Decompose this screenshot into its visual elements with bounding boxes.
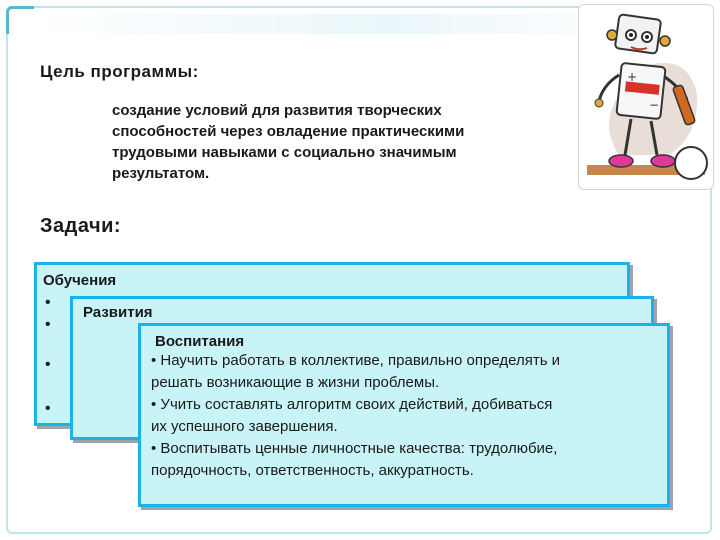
upbringing-line: • Учить составлять алгоритм своих действий, добиваться	[151, 396, 553, 413]
upbringing-text	[151, 351, 657, 481]
bullet-icon: •	[45, 316, 51, 333]
goal-text	[112, 100, 542, 184]
bullet-icon: •	[45, 356, 51, 373]
bullet-icon: •	[45, 400, 51, 417]
goal-heading: Цель программы:	[40, 62, 199, 81]
upbringing-title: Воспитания	[155, 333, 245, 350]
goal-line: создание условий для развития творческих	[112, 102, 442, 119]
upbringing-line: решать возникающие в жизни проблемы.	[151, 374, 440, 391]
svg-text:−: −	[649, 98, 660, 112]
top-band	[30, 14, 630, 34]
robot-mascot-icon	[579, 5, 713, 189]
goal-line: результатом.	[112, 165, 210, 182]
training-title: Обучения	[43, 272, 117, 289]
robot-illustration	[578, 4, 714, 190]
bullet-icon: •	[45, 294, 51, 311]
development-title: Развития	[83, 304, 153, 321]
upbringing-line: порядочность, ответственность, аккуратность.	[151, 462, 474, 479]
task-box-upbringing	[138, 323, 670, 507]
upbringing-line: • Научить работать в коллективе, правильно определять и	[151, 352, 561, 369]
svg-text:+: +	[627, 70, 638, 84]
goal-line: трудовыми навыками с социально значимым	[112, 144, 457, 161]
upbringing-line: их успешного завершения.	[151, 418, 338, 435]
tasks-heading: Задачи:	[40, 215, 122, 237]
goal-line: способностей через овладение практическими	[112, 123, 465, 140]
upbringing-line: • Воспитывать ценные личностные качества: трудолюбие,	[151, 440, 558, 457]
